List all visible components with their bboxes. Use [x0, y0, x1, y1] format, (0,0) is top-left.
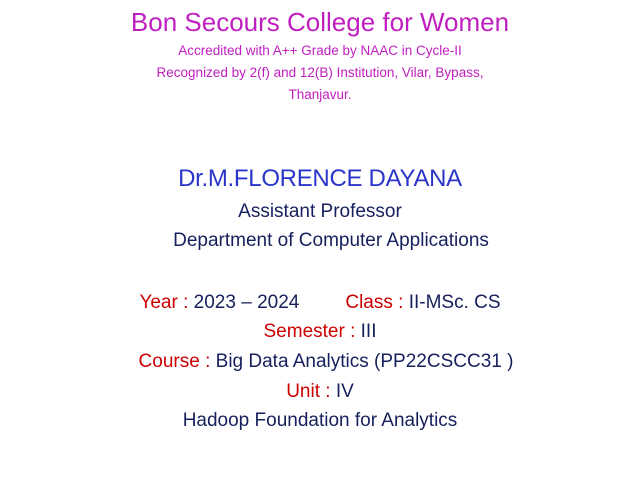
unit-value: IV: [335, 381, 354, 402]
unit-label: Unit :: [286, 381, 336, 402]
class-value: II-MSc. CS: [408, 292, 501, 313]
year-class-row: [0, 291, 640, 315]
topic-title: Hadoop Foundation for Analytics: [182, 410, 458, 431]
class-label: Class :: [345, 292, 409, 313]
course-label: Course :: [138, 351, 216, 372]
year-value: 2023 – 2024: [193, 292, 300, 313]
location-text: Thanjavur.: [288, 87, 352, 102]
year-label: Year :: [139, 292, 194, 313]
course-value: Big Data Analytics (PP22CSCC31 ): [215, 351, 514, 372]
accreditation-text: Accredited with A++ Grade by NAAC in Cycle-II: [178, 43, 462, 58]
unit-row: [0, 380, 640, 404]
recognition-text: Recognized by 2(f) and 12(B) Institution, Vilar, Bypass,: [156, 65, 484, 80]
semester-value: III: [360, 321, 377, 342]
faculty-designation: Assistant Professor: [238, 201, 402, 222]
semester-label: Semester :: [263, 321, 361, 342]
faculty-name: Dr.M.FLORENCE DAYANA: [178, 165, 462, 192]
college-name: Bon Secours College for Women: [130, 7, 510, 37]
semester-row: [0, 320, 640, 344]
faculty-department: Department of Computer Applications: [173, 230, 489, 251]
course-row: [0, 350, 640, 374]
